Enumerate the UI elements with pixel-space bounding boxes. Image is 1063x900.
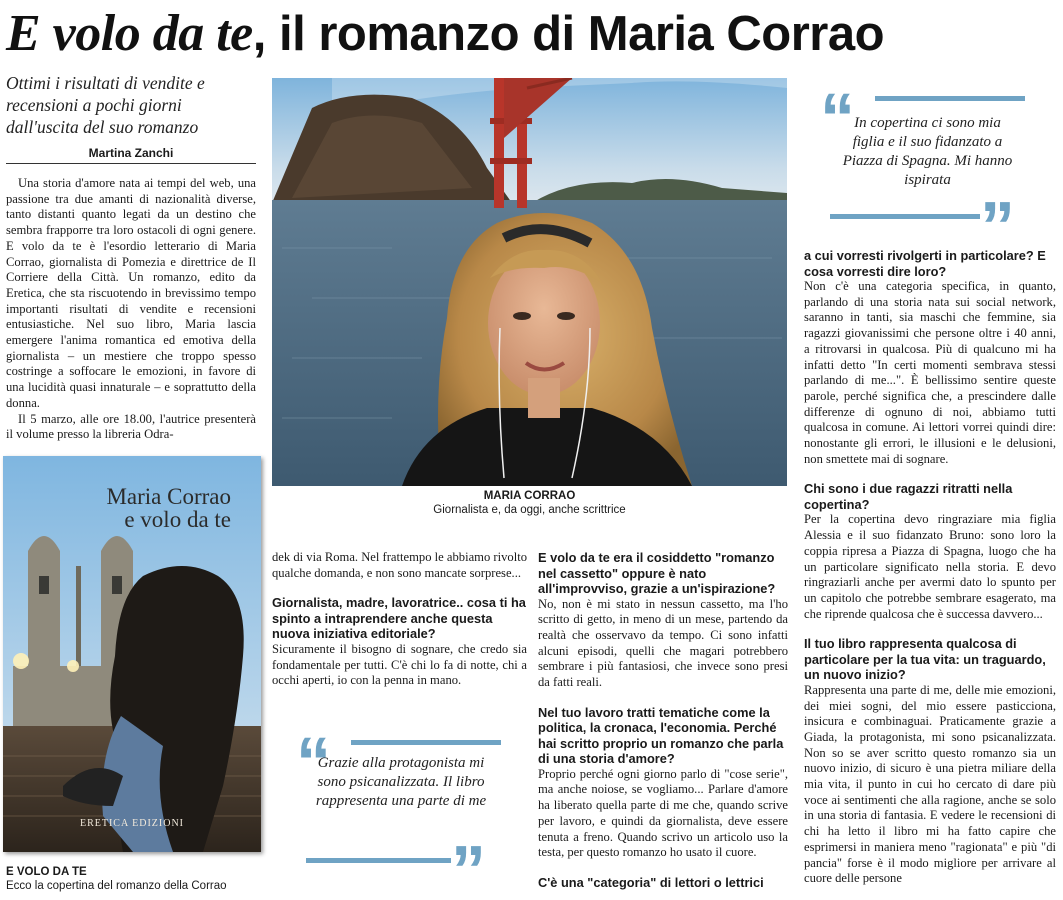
- pull-quote-1: [820, 79, 1030, 265]
- quote-divider: [830, 214, 980, 219]
- open-quote-icon: “: [820, 79, 855, 157]
- question: a cui vorresti rivolgerti in particolare? E cosa vorresti dire loro?: [804, 248, 1046, 279]
- intro-paragraph: Il 5 marzo, alle ore 18.00, l'autrice presenterà il volume presso la libreria Odra-: [6, 411, 256, 442]
- photo-caption-name: MARIA CORRAO: [483, 490, 576, 502]
- interview-column-3: [538, 550, 788, 890]
- interview-column-2: [272, 550, 527, 689]
- question: C'è una "categoria" di lettori o lettrici: [538, 874, 764, 890]
- answer: Rappresenta una parte di me, delle mie emozioni, dei miei sogni, del mio essere pasticciona, insicura e combinaguai. Praticamente grazie a Giada, la protagonista, mi sono psicanalizzata. Non so se aver scritto questo romanzo sia un nuovo inizio, di sicuro è una pietra miliare della mia vita, il punto in cui ho cercato di dare più voce ai sentimenti che alla ragione, anche se solo in una storia di fantasia. E vedere le recensioni di chi ha letto il libro mi ha fatto capire che esprimersi in maniera meno "ragionata" e più "di pancia" forse è il modo migliore per arrivare al cuore delle persone: [804, 682, 1056, 886]
- question: E volo da te era il cosiddetto "romanzo nel cassetto" oppure è nato all'improvviso, grazie a un'ispirazione?: [538, 550, 776, 596]
- question: Giornalista, madre, lavoratrice.. cosa ti ha spinto a intraprendere anche questa nuova iniziativa editoriale?: [272, 595, 526, 642]
- quote-divider: [351, 740, 501, 745]
- intro-paragraph: Una storia d'amore nata ai tempi del web, una passione tra due amanti di nazionalità diverse, tanto distanti quanto legati da un destino che sembra frapporre tra loro ostacoli di ogni genere. E volo da te è l'esordio letterario di Maria Corrao, giornalista di Pomezia e direttrice de Il Corriere della Città. Un romanzo, edito da Eretica, che sta riscuotendo in brevissimo tempo importanti risultati di vendite e recensioni entusiastiche. Nel suo libro, Maria lascia emergere l'anima romantica ed emotiva della giornalista – un mestiere che troppo spesso costringe a soffocare le emozioni, in favore di una lucidità quasi innaturale – e soprattutto della donna.: [6, 176, 256, 410]
- book-cover: [3, 456, 261, 852]
- intro-column: [6, 176, 256, 443]
- question: Il tuo libro rappresenta qualcosa di particolare per la tua vita: un traguardo, un nuovo inizio?: [804, 636, 1046, 683]
- quote-divider: [875, 96, 1025, 101]
- quote-divider: [306, 858, 451, 863]
- answer: Sicuramente il bisogno di sognare, che credo sia fondamentale per tutti. C'è chi lo fa di notte, chi a occhi aperti, io con la penna in mano.: [272, 641, 527, 688]
- pull-quote-1-text: In copertina ci sono mia figlia e il suo fidanzato a Piazza di Spagna. Mi hanno ispirata: [842, 115, 1013, 188]
- photo-caption-sub: Giornalista e, da oggi, anche scrittrice: [433, 504, 626, 516]
- headline-rest: , il romanzo di Maria Corrao: [252, 7, 885, 61]
- question: Nel tuo lavoro tratti tematiche come la politica, la cronaca, l'economia. Perché hai scritto proprio un romanzo che parla di una storia d'amore?: [538, 704, 784, 767]
- open-quote-icon: “: [296, 723, 331, 801]
- cover-author: Maria Corrao: [106, 484, 231, 509]
- answer: No, non è mi stato in nessun cassetto, ma l'ho scritto di getto, in meno di un mese, partendo da realtà che osservavo da tempo. Ci sono infatti alcuni episodi, quelli che magari potrebbero sembrare i più fantasiosi, che invece sono presi da fatti reali.: [538, 596, 788, 690]
- author-photo-image: [272, 78, 787, 486]
- pull-quote-2-text: Grazie alla protagonista mi sono psicanalizzata. Il libro rappresenta una parte di me: [315, 755, 487, 809]
- headline-italic: E volo da te: [6, 5, 253, 62]
- headline: [6, 2, 1061, 72]
- cover-caption-title: E VOLO DA TE: [6, 866, 87, 878]
- answer: Proprio perché ogni giorno parlo di "cose serie", ma anche noiose, se vogliamo... Parlare d'amore ha liberato quella parte di me che, quando scrive per lavoro, e quindi da giornalista, deve essere tenuta a freno. Quando scrivo un articolo uso la testa, per questo romanzo ho usato il cuore.: [538, 766, 788, 860]
- interview-column-4: [804, 248, 1056, 887]
- cover-publisher: ERETICA EDIZIONI: [79, 818, 185, 829]
- paragraph: dek di via Roma. Nel frattempo le abbiamo rivolto qualche domanda, e non sono mancate sorprese...: [272, 550, 527, 580]
- answer: Per la copertina devo ringraziare mia figlia Alessia e il suo fidanzato Bruno: sono loro la coppia ripresa a Piazza di Spagna, luogo che ha un particolare significato nella storia. E devo ringraziarli anche per avermi dato lo spunto per un capitolo che potrebbe sembrare esagerato, ma che riprende qualcosa che è successa davvero...: [804, 512, 1056, 621]
- close-quote-icon: ”: [451, 831, 486, 900]
- subtitle: Ottimi i risultati di vendite e recensioni a pochi giorni dall'uscita del suo romanzo: [6, 73, 205, 137]
- author-photo: [272, 78, 787, 486]
- close-quote-icon: ”: [980, 187, 1015, 265]
- pull-quote-2: [296, 723, 506, 900]
- cover-title: e volo da te: [124, 507, 231, 532]
- answer: Non c'è una categoria specifica, in quanto, parlando di una storia nata sui social network, saranno in tanti, sia maschi che femmine, sia ragazzi giovanissimi che persone oltre i 40 anni, a ritrovarsi in qualcosa. Più di qualcuno mi ha infatti detto "In certi momenti sembrava stessi parlando di me...". È bellissimo sentire queste parole, perché significa che, a prescindere dalle differenze di ognuno di noi, abbiamo tutti qualcosa in comune. Ai lettori vorrei quindi dire: nonostante gli errori, le illusioni e le delusioni, non smettete mai di sognare.: [804, 279, 1056, 466]
- cover-caption-sub: Ecco la copertina del romanzo della Corrao: [6, 880, 227, 892]
- question: Chi sono i due ragazzi ritratti nella copertina?: [804, 481, 1013, 512]
- byline: Martina Zanchi: [6, 146, 256, 164]
